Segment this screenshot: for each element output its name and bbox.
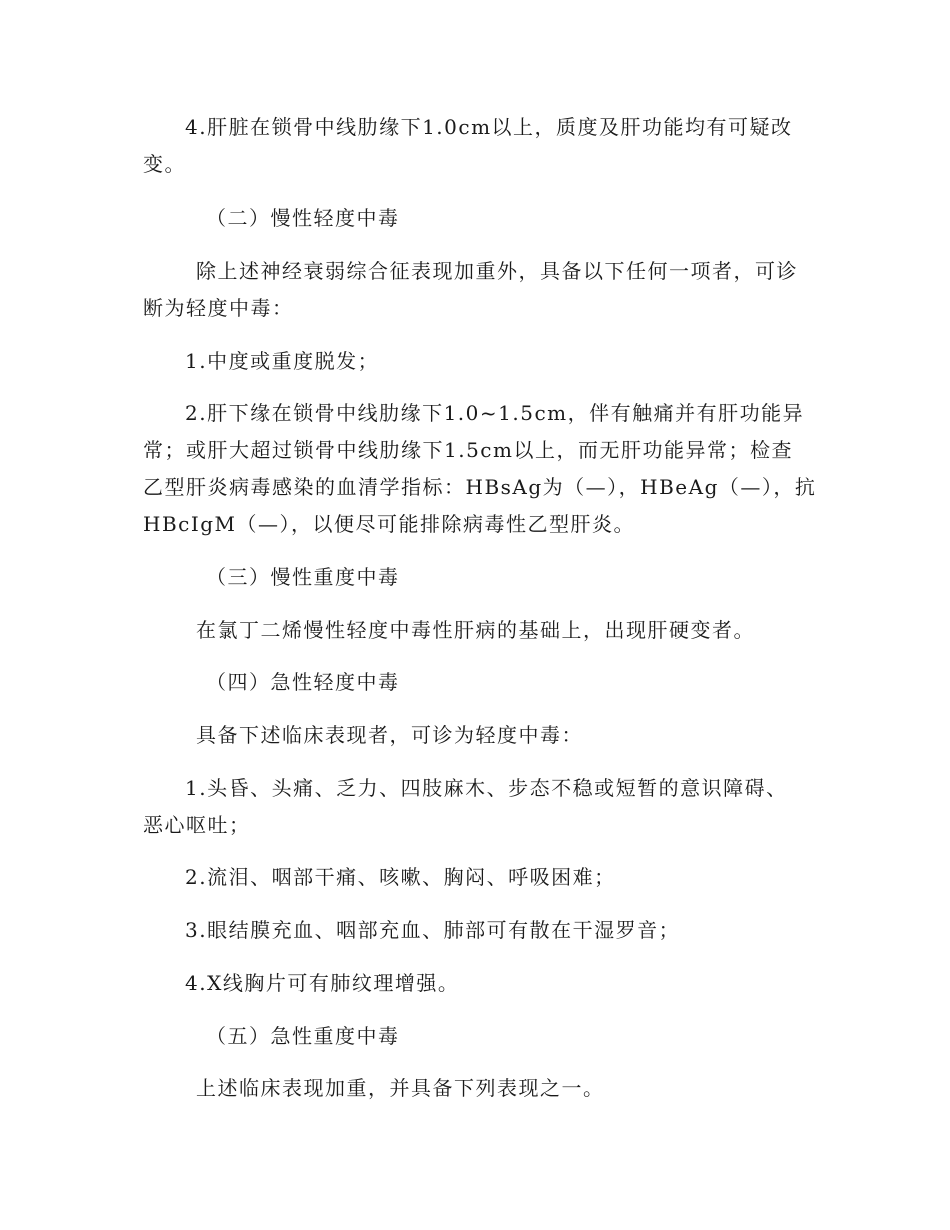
text-line: 在氯丁二烯慢性轻度中毒性肝病的基础上，出现肝硬变者。 — [196, 618, 755, 642]
text-line: HBcIgM（—），以便尽可能排除病毒性乙型肝炎。 — [143, 512, 636, 536]
list-item: 2.肝下缘在锁骨中线肋缘下1.0~1.5cm，伴有触痛并有肝功能异 — [185, 401, 805, 425]
list-item: 2.流泪、咽部干痛、咳嗽、胸闷、呼吸困难； — [185, 865, 616, 889]
text-line: 常；或肝大超过锁骨中线肋缘下1.5cm以上，而无肝功能异常；检查 — [143, 438, 793, 462]
section-heading: （二）慢性轻度中毒 — [206, 206, 400, 230]
list-item: 3.眼结膜充血、咽部充血、肺部可有散在干湿罗音； — [185, 918, 681, 942]
list-item: 4.X线胸片可有肺纹理增强。 — [185, 971, 460, 995]
section-heading: （五）急性重度中毒 — [206, 1024, 400, 1048]
text-line: 具备下述临床表现者，可诊为轻度中毒： — [196, 723, 583, 747]
text-line: 乙型肝炎病毒感染的血清学指标：HBsAg为（—），HBeAg（—），抗 — [143, 475, 817, 499]
text-line: 断为轻度中毒： — [143, 296, 294, 320]
list-item: 1.中度或重度脱发； — [185, 349, 380, 373]
section-heading: （四）急性轻度中毒 — [206, 670, 400, 694]
text-line: 恶心呕吐； — [143, 813, 251, 837]
text-line: 4.肝脏在锁骨中线肋缘下1.0cm以上，质度及肝功能均有可疑改 — [185, 115, 793, 139]
text-line: 除上述神经衰弱综合征表现加重外，具备以下任何一项者，可诊 — [196, 259, 798, 283]
section-heading: （三）慢性重度中毒 — [206, 565, 400, 589]
list-item: 1.头昏、头痛、乏力、四肢麻木、步态不稳或短暂的意识障碍、 — [185, 776, 788, 800]
text-line: 变。 — [143, 152, 186, 176]
text-line: 上述临床表现加重，并具备下列表现之一。 — [196, 1076, 605, 1100]
